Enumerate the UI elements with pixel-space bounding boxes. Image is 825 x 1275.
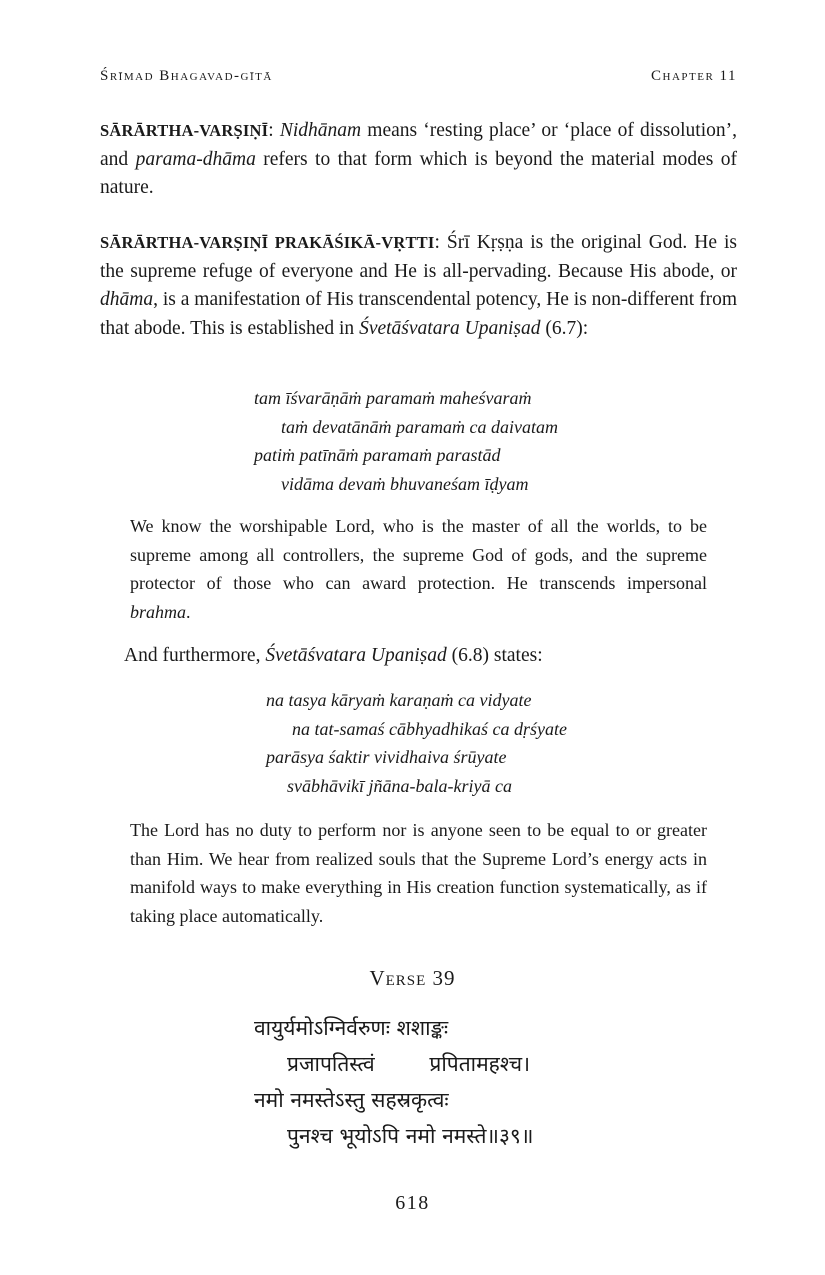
sanskrit-line: प्रजापतिस्त्वं प्रपितामहश्च। <box>287 1052 531 1076</box>
commentary-label: SĀRĀRTHA-VARṢIṆĪ <box>100 121 269 140</box>
sanskrit-line: वायुर्यमोऽग्निर्वरुणः शशाङ्कः <box>254 1016 449 1040</box>
translation-block-2: The Lord has no duty to perform nor is anyone seen to be equal to or greater than Him. We hear from realized souls that the Supreme Lord’s energy acts in manifold ways to make everything in His creation function systematically, as if taking place automatically. <box>130 820 707 927</box>
verse-line: na tasya kāryaṁ karaṇaṁ ca vidyate <box>266 690 532 710</box>
sanskrit-line: नमो नमस्तेऽस्तु सहस्रकृत्वः <box>254 1088 449 1112</box>
upanisad-verse-2 <box>266 686 567 801</box>
verse-line: na tat-samaś cābhyadhikaś ca dṛśyate <box>292 718 567 739</box>
vrtti-paragraph: SĀRĀRTHA-VARṢIṆĪ PRAKĀŚIKĀ-VṚTTI: Śrī Kṛṣṇa is the original God. He is the supreme refuge of everyone and He is all-pervading. Because His abode, or dhāma, is a manifestation of His transcendental potency, He is non-different from that abode. This is established in Śvetāśvatara Upaniṣad (6.7): <box>100 232 737 340</box>
verse-line: patiṁ patīnāṁ paramaṁ parastād <box>254 445 501 466</box>
transition-paragraph: And furthermore, Śvetāśvatara Upaniṣad (6.8) states: <box>124 645 543 666</box>
translation-block-1: We know the worshipable Lord, who is the master of all the worlds, to be supreme among all controllers, the supreme God of gods, and the supreme protector of those who can award protection. He transcends impersonal brahma. <box>130 516 707 623</box>
verse-line: parāsya śaktir vividhaiva śrūyate <box>266 747 507 768</box>
commentary-paragraph: SĀRĀRTHA-VARṢIṆĪ: Nidhānam means ‘resting place’ or ‘place of dissolution’, and parama-dhāma refers to that form which is beyond the material modes of nature. <box>100 120 737 199</box>
verse-line: tam īśvarāṇāṁ paramaṁ maheśvaraṁ <box>254 388 532 408</box>
verse-line: svābhāvikī jñāna-bala-kriyā ca <box>287 776 512 797</box>
verse-line: vidāma devaṁ bhuvaneśam īḍyam <box>281 474 529 495</box>
upanisad-verse-1 <box>254 384 558 499</box>
sanskrit-line: पुनश्च भूयोऽपि नमो नमस्ते॥३९॥ <box>287 1124 534 1148</box>
vrtti-label: SĀRĀRTHA-VARṢIṆĪ PRAKĀŚIKĀ-VṚTTI <box>100 233 435 252</box>
page-number: 618 <box>395 1192 430 1214</box>
verse-line: taṁ devatānāṁ paramaṁ ca daivatam <box>281 416 558 437</box>
running-header-chapter: Chapter 11 <box>651 68 737 84</box>
running-header-title: Śrīmad Bhagavad-gītā <box>100 68 273 84</box>
verse-heading: Verse 39 <box>369 966 456 990</box>
sanskrit-verse <box>254 1010 533 1154</box>
